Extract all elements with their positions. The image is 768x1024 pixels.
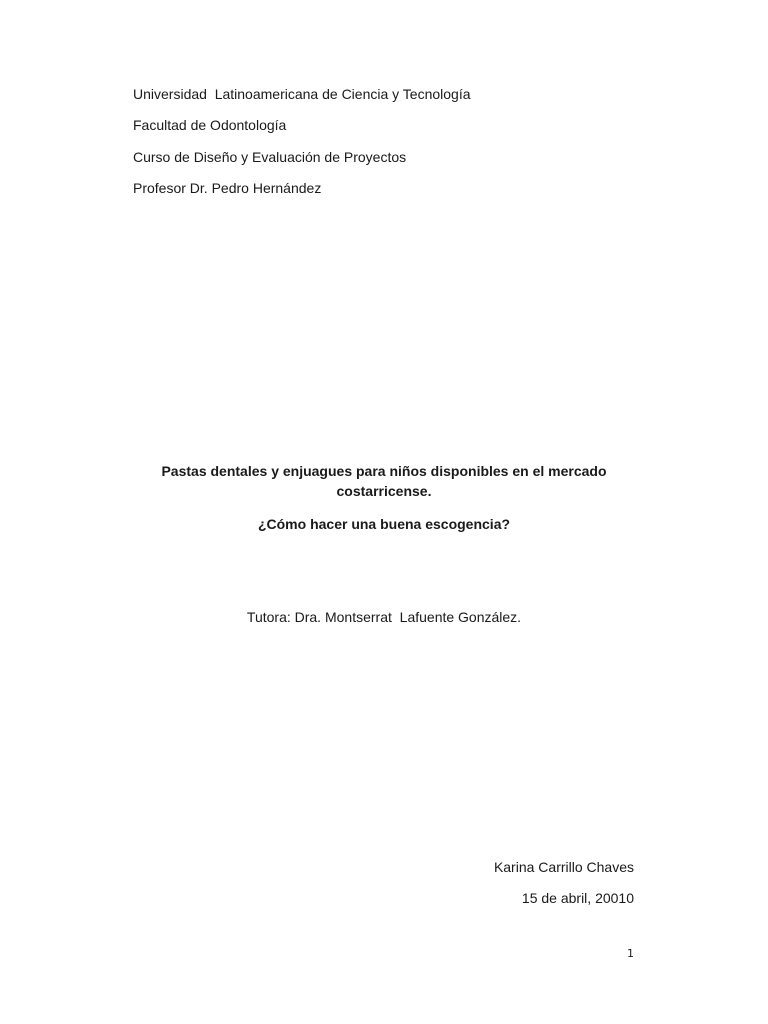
- page-number: 1: [627, 947, 634, 960]
- university-name: Universidad Latinoamericana de Ciencia y Tecnología: [133, 86, 471, 102]
- institution-header: [133, 84, 653, 209]
- faculty-name: Facultad de Odontología: [133, 117, 287, 134]
- professor-name: Profesor Dr. Pedro Hernández: [133, 179, 322, 196]
- document-title-block: [130, 461, 638, 534]
- course-name: Curso de Diseño y Evaluación de Proyectos: [133, 148, 407, 165]
- author-name: Karina Carrillo Chaves: [493, 859, 634, 875]
- document-title: Pastas dentales y enjuagues para niños disponibles en el mercado costarricense.: [161, 463, 607, 499]
- document-date: 15 de abril, 20010: [521, 890, 634, 906]
- document-subtitle: ¿Cómo hacer una buena escogencia?: [257, 516, 511, 532]
- author-block: [494, 857, 634, 919]
- tutor-line: Tutora: Dra. Montserrat Lafuente González.: [246, 609, 522, 625]
